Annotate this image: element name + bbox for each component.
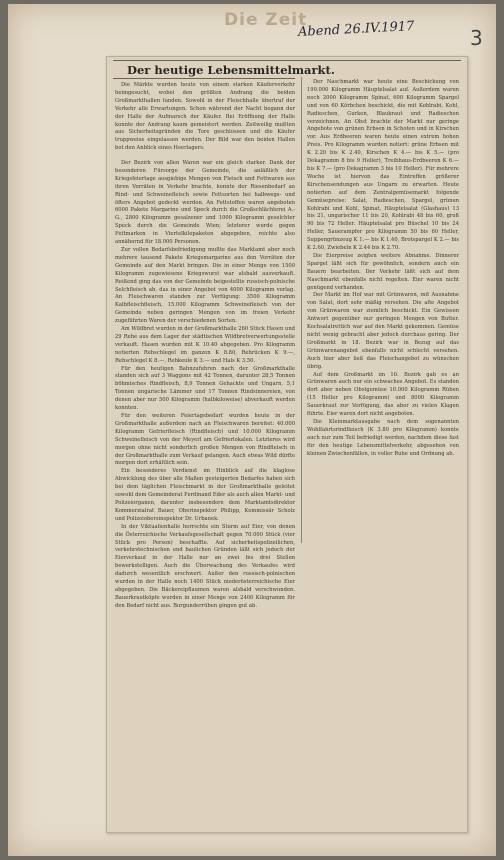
paragraph: In der Viktualienhalle herrschte ein Sturm auf Eier, von denen die Österreichische Verkaufsgesellschaft gegen 70.000 Stück (vier Stück pro Person) beschaffte. Auf sicherheitspolizeilichen, verkehrstechnischen und baulichen Gründen läßt sich jedoch der Eierverkauf in der Halle nur an zwei bis drei Stellen bewerkstelligen. Auch die Überwachung des Verkaufes wird dadurch wesentlich erschwert. Außer den russisch-polnischen wurden in der Halle noch 1400 Stück niederösterreichische Eier abgegeben. Die Bäckereipflaumen waren alsbald verschwunden. Bauerkrautköpfe wurden in einer Menge von 2400 Kilogramm für den Bedarf nicht aus. Burgunderrüben gingen gut ab. — [115, 523, 295, 609]
column-divider — [301, 77, 302, 543]
newspaper-clipping — [106, 56, 468, 833]
paragraph: Für den heutigen Bahnzufuhren nach der Großmarkthalle standen sich auf 3 Waggons mit 42 Tonnen, darunter 28,5 Tonnen böhmisches Rindfleisch, 8,9 Tonnen Gehackte und Ungarn, 5,1 Tonnen ungarische Lämmer und 17 Tonnen Rindsinnereien, von denen aber nur 500 Kilogramm (halbkiloweise) abverkauft werden konnten. — [115, 365, 295, 412]
top-rule — [113, 60, 461, 61]
paragraph: Die Kleinmarktausgabe nach dem sogenannten Wohlfahrtsrindfleisch (K 3.80 pro Kilogramm) konnte auch nur zum Teil befriedigt werden, nachdem diese fast für den heutige Lebensmittelverkehr, abgesehen von kleinen Zwischenfällen, in voller Ruhe und Ordnung ab. — [307, 418, 459, 457]
paragraph: Der Bezirk von allen Waren war ein gleich starker. Dank der besonderen Fürsorge der Gemeinde, die anläßlich der Kriegsfeiertage ausgiebige Mengen von Fleisch und Fettwaren aus ihren Vorräten in Verkehr brachte, konnte der Riesenbedarf an Rind- und Schweinefleisch sowie Fettsorten bei halbwegs- und öfters Angebot gedeckt werden. An Fettstoffen waren angeboten 6000 Pakete Margarine und Speck durch die Großschlächterei A.-G., 2800 Kilogramm gesalzener und 1000 Kilogramm geselchter Speck durch die Gemeinde Wien; letzterer wurde gegen Fettmarken in Viertelkilopaketen abgegeben, reichte also annähernd für 18.000 Personen. — [115, 160, 295, 246]
paragraph: Auf dem Großmarkt im 10. Bezirk gab es an Grünwaren auch nur ein schwaches Angebot. Es standen dort aber neben Obstgemüse 10.000 Kilogramm Rüben (15 Heller pro Kilogramm) und 8000 Kilogramm Sauerkraut zur Verfügung, das aber zu vielen Klagen führte. Eier waren dort nicht angeboten. — [307, 371, 459, 418]
paragraph: Für den weiteren Feiertagsbedarf wurden heute in der Großmarkthalle außerdem nach an Fleischwaren bereitet: 40.000 Kilogramm Gefrierfleisch (Rindfleisch) und 10.000 Kilogramm Schweinefleisch von der Meyerl am Gefrierlokalen. Letzteres wird morgen ohne nicht sonderlich großen Mengen von Rindfleisch in der Großmarkthalle zum Verkauf gelangen. Auch etwas Wild dürfte morgen dort erhältlich sein. — [115, 413, 295, 467]
article-column-right — [307, 79, 459, 545]
newspaper-masthead: Die Zeit — [224, 10, 308, 30]
paragraph: Am Wildbret wurden in der Großmarkthalle 260 Stück Hasen und 29 Rehe aus dem Lager der städtischen Wildbretverwertungsstelle verkauft. Hasen wurden mit K 10.40 abgegeben. Pro Kilogramm notierten Rehschlegel im ganzen K 8.80, Rehrücken K 9.—, Rehschlegel K 8.—, Rehkeule K 3.— und Hals K 3.50. — [115, 326, 295, 364]
article-headline: Der heutige Lebensmittelmarkt. — [127, 63, 335, 77]
paragraph: Der Naschmarkt war heute eine Beschickung von 190.000 Kilogramm Häuptelsalat auf. Außerdem waren noch 2000 Kilogramm Spinat, 600 Kilogramm Spargel und von 60 Körbchen beschickt, die mit Kohlrabi, Kohl, Radieschen, Gurken, Blaukraut und Radieschen verzeichnen. An Obst brachte der Markt nur geringe Angebote von grünen Erbsen in Schoten und in Kirschen vor. Aus Erdbeeren waren heute einen extrem hohen Preis. Pro Kilogramm wurden notiert: grüne Erbsen mit K 2.20 bis K 2.40, Kirschen K 4.— bis K 5.— (pro Dekagramm 8 bis 9 Heller), Treibhaus-Erdbeeren K 6.— bis K 7.— (pro Dekagramm 3 bis 10 Heller). Für mehrere Woche ist hiervon das Eintreffen größerer Kirschensendungen aus Ungarn zu erwarten. Heute notierten auf dem Zentralgemüsemarkt folgende Gemüsepreise: Salat, Radieschen, Spargel, grünen Kohlrabi und Kohl, Spinat, Häuptelsalat (Glashaus) 13 bis 21, ungarischer 11 bis 20, Kohlrabi 48 bis 60, groß 90 bis 72 Heller. Häuptelsalat pro Büschel 10 bis 24 Heller, Sauerampfer pro Kilogramm 50 bis 60 Heller, Suppengrünzeug K 1.— bis K 1.40, Brotspargel K 2.— bis K 2.60, Zwiebeln K 2.44 bis K 2.70. — [307, 79, 459, 252]
article-intro — [115, 82, 295, 164]
archive-sheet — [8, 4, 496, 856]
paragraph: Ein besonderes Verdienst im Hinblick auf die klaglose Abwicklung des über alle Maßen gesteigerten Bedarfes haben sich bei dem täglichen Fleischmarkt in der Großmarkthalle geleitet sowohl dem Gemeinderat Ferdinand Eder als auch allen Markt- und Polizeiorganen, darunter insbesondere dem Marktamtsdirektor Kommerzialrat Bauer, Oberinspektor Philipp, Kommissär Scholz und Polizeiobersinspektor Dr. Urbanek. — [115, 468, 295, 522]
handwritten-date: Abend 26.IV.1917 — [297, 18, 415, 41]
handwritten-page-number: 3 — [470, 26, 483, 50]
paragraph: Der Markt im Hof war mit Grünwaren, mit Ausnahme von Salat, dort sehr mäßig versehen. Die alte Angebot von Grünwaren war ziemlich beschickt. Ein Gewissen Antwort gegenüber nur geringen Mengen von Butter. Kochsalatrettich war auf den Markt gekommen. Gemüse nicht wenig gebracht aber jedoch durchaus gering. Der Großmarkt in 18. Bezirk war in Bezug auf das Grünwarenangebot ebenfalls nicht schlecht versehen. Auch hier aber ließ das Fleischangebot zu wünschen übrig. — [307, 292, 459, 370]
paragraph: Die Eierpreise zeigten weitere Abnahme. Dinnerer Spargel läßt sich für gewöhnlich, sondern auch ein Bauern bearbeiten. Der Verkehr läßt sich auf dem Naschmarkt ebenfalls nicht regelten. Eier waren nicht genügend verhanden. — [307, 252, 459, 291]
intro-paragraph: Die Märkte wurden heute von einem starken Käuferverkehr heimgesucht, wobei den größten Andrang die beiden Großmarkthallen fanden. Sowohl in der Fleischhalle übertraf der Verkehr alle Erwartungen. Schon während der Nacht begann der der Halle der Aufmarsch der Käufer. Bei Eröffnung der Halle konnte der Andrang kaum gemeistert werden. Zeitweilig mußten aus Sicherheitsgründen die Tore geschlossen und die Käufer truppweise eingelassen werden. Der Bild war den beiden Hallen bot den Anblick eines Heerlagers. — [115, 82, 295, 152]
headline-rule — [113, 78, 295, 79]
paragraph: Zur vollen Bedarfsbefriedigung mußte das Marktamt aber noch mehrere tausend Pakete Kriegsmargarine aus den Vorräten der Gemeinde auf den Markt bringen. Die in einer Menge von 1500 Kilogramm zugewiesene Kriegswurst war alsbald ausverkauft. Reißend ging das von der Gemeinde beigestellte russisch-polnische Selchfleisch ab, das in einer Angebot von 4000 Kilogramm vorlag. An Fleischwaren standen zur Verfügung: 3500 Kilogramm Kalbfleischfleisch, 15.000 Kilogramm Schweinefleisch von der Gemeinde neben geringen Mengen von im freien Verkehr zugeführten Waren der verschiedenen Sorten. — [115, 246, 295, 325]
article-column-left — [115, 160, 295, 824]
